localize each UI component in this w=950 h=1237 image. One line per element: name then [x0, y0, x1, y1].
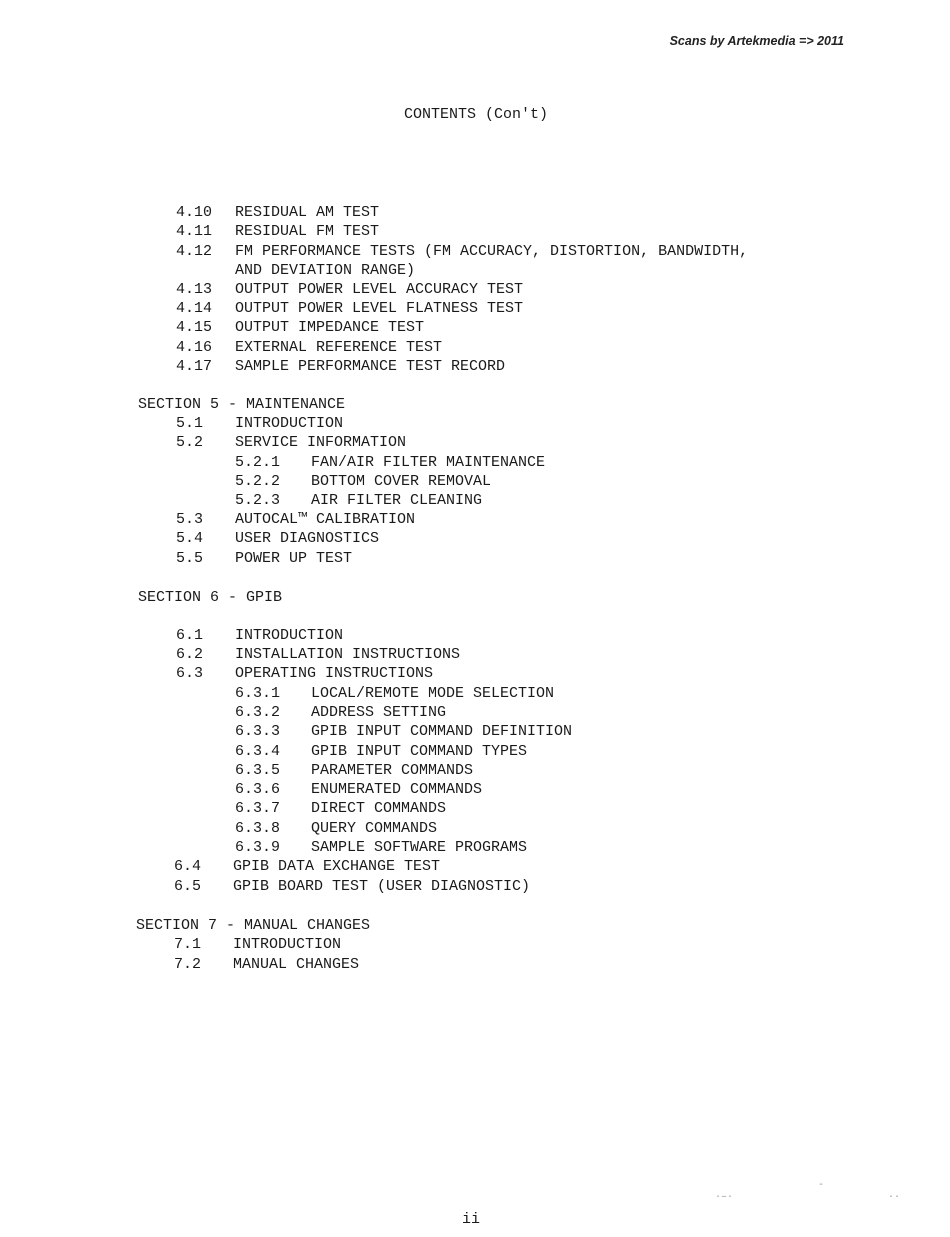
toc-label: ENUMERATED COMMANDS [311, 781, 483, 798]
toc-number: 7.1 [174, 936, 202, 953]
toc-number: 6.3.5 [235, 762, 281, 779]
toc-number: 6.3.6 [235, 781, 281, 798]
toc-number: 5.2 [176, 434, 204, 451]
toc-number: 5.2.2 [235, 473, 281, 490]
toc-label: AUTOCAL™ CALIBRATION [235, 511, 416, 528]
toc-number: 6.3.9 [235, 839, 281, 856]
toc-label: GPIB BOARD TEST (USER DIAGNOSTIC) [233, 878, 531, 895]
toc-label: PARAMETER COMMANDS [311, 762, 474, 779]
toc-number: 5.3 [176, 511, 204, 528]
toc-label: RESIDUAL AM TEST [235, 204, 380, 221]
toc-label: GPIB INPUT COMMAND DEFINITION [311, 723, 573, 740]
toc-label: FM PERFORMANCE TESTS (FM ACCURACY, DISTORTION, BANDWIDTH, [235, 243, 749, 260]
toc-number: 7.2 [174, 956, 202, 973]
toc-label: QUERY COMMANDS [311, 820, 438, 837]
toc-number: 4.10 [176, 204, 213, 221]
toc-label: POWER UP TEST [235, 550, 353, 567]
toc-number: 6.5 [174, 878, 202, 895]
toc-number: 5.5 [176, 550, 204, 567]
toc-label: FAN/AIR FILTER MAINTENANCE [311, 454, 546, 471]
toc-label: OUTPUT IMPEDANCE TEST [235, 319, 425, 336]
section-heading: SECTION 5 - MAINTENANCE [138, 396, 346, 413]
page-title: CONTENTS (Con't) [403, 106, 549, 123]
toc-number: 6.3.4 [235, 743, 281, 760]
scan-speck-icon: ·‒· [715, 1192, 734, 1203]
toc-number: 6.3.7 [235, 800, 281, 817]
toc-number: 4.15 [176, 319, 213, 336]
scan-speck-icon: ‐ [818, 1180, 825, 1191]
toc-number: 6.2 [176, 646, 204, 663]
toc-number: 4.13 [176, 281, 213, 298]
toc-number: 6.3.2 [235, 704, 281, 721]
toc-label: INTRODUCTION [235, 627, 344, 644]
toc-number: 6.1 [176, 627, 204, 644]
toc-label: AIR FILTER CLEANING [311, 492, 483, 509]
toc-label: INTRODUCTION [233, 936, 342, 953]
toc-number: 6.4 [174, 858, 202, 875]
toc-number: 4.17 [176, 358, 213, 375]
toc-label: GPIB INPUT COMMAND TYPES [311, 743, 528, 760]
section-heading: SECTION 6 - GPIB [138, 589, 283, 606]
page-number: ii [461, 1211, 480, 1228]
toc-number: 6.3.8 [235, 820, 281, 837]
toc-label: INSTALLATION INSTRUCTIONS [235, 646, 461, 663]
toc-label: BOTTOM COVER REMOVAL [311, 473, 492, 490]
toc-label: RESIDUAL FM TEST [235, 223, 380, 240]
toc-label: GPIB DATA EXCHANGE TEST [233, 858, 441, 875]
toc-number: 5.4 [176, 530, 204, 547]
toc-label: INTRODUCTION [235, 415, 344, 432]
toc-label: LOCAL/REMOTE MODE SELECTION [311, 685, 555, 702]
toc-number: 4.14 [176, 300, 213, 317]
toc-label: OUTPUT POWER LEVEL ACCURACY TEST [235, 281, 524, 298]
toc-number: 4.16 [176, 339, 213, 356]
toc-number: 6.3 [176, 665, 204, 682]
toc-label: ADDRESS SETTING [311, 704, 447, 721]
toc-label: SERVICE INFORMATION [235, 434, 407, 451]
toc-number: 6.3.1 [235, 685, 281, 702]
toc-label: SAMPLE SOFTWARE PROGRAMS [311, 839, 528, 856]
toc-label: USER DIAGNOSTICS [235, 530, 380, 547]
toc-number: 4.11 [176, 223, 213, 240]
toc-label: MANUAL CHANGES [233, 956, 360, 973]
scan-credit: Scans by Artekmedia => 2011 [669, 34, 844, 48]
toc-label: OUTPUT POWER LEVEL FLATNESS TEST [235, 300, 524, 317]
scan-speck-icon: ·· [888, 1192, 901, 1203]
toc-label: AND DEVIATION RANGE) [235, 262, 416, 279]
toc-number: 5.2.3 [235, 492, 281, 509]
section-heading: SECTION 7 - MANUAL CHANGES [136, 917, 371, 934]
toc-number: 4.12 [176, 243, 213, 260]
toc-label: SAMPLE PERFORMANCE TEST RECORD [235, 358, 506, 375]
toc-number: 6.3.3 [235, 723, 281, 740]
toc-label: DIRECT COMMANDS [311, 800, 447, 817]
toc-number: 5.2.1 [235, 454, 281, 471]
toc-label: OPERATING INSTRUCTIONS [235, 665, 434, 682]
toc-number: 5.1 [176, 415, 204, 432]
toc-label: EXTERNAL REFERENCE TEST [235, 339, 443, 356]
